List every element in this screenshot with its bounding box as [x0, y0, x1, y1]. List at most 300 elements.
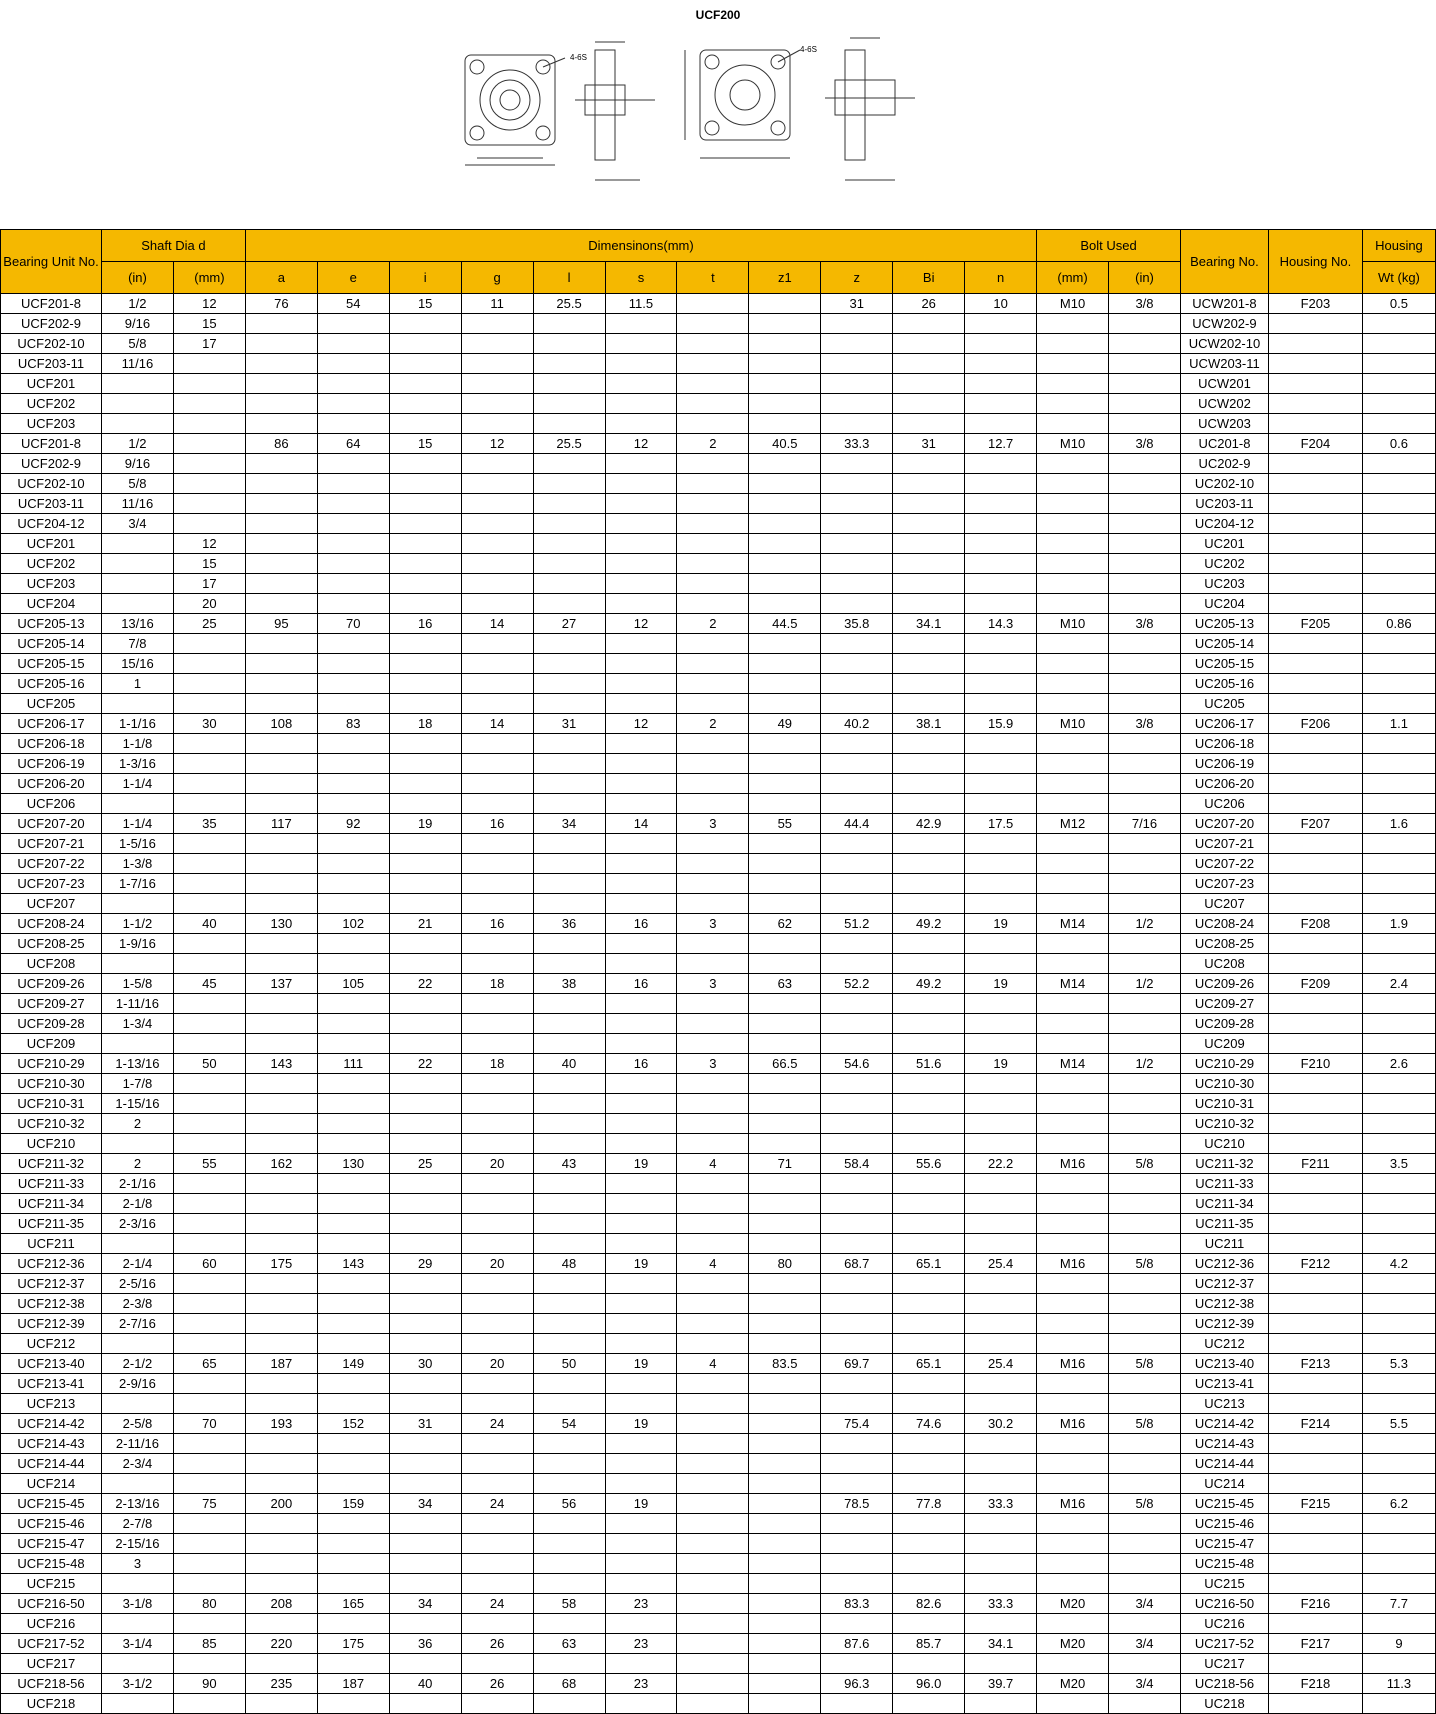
table-cell — [605, 1454, 677, 1474]
table-cell — [605, 1614, 677, 1634]
col-bearing-no: Bearing No. — [1180, 230, 1268, 294]
table-cell — [893, 1234, 965, 1254]
table-cell — [101, 1654, 173, 1674]
table-cell: 23 — [605, 1674, 677, 1694]
table-cell — [1268, 414, 1362, 434]
table-cell — [245, 1194, 317, 1214]
table-cell — [605, 694, 677, 714]
table-cell — [533, 634, 605, 654]
table-cell — [605, 1074, 677, 1094]
table-cell: 13/16 — [101, 614, 173, 634]
table-cell: UC206 — [1180, 794, 1268, 814]
table-cell — [965, 1174, 1037, 1194]
table-cell — [605, 674, 677, 694]
table-cell: UCW202 — [1180, 394, 1268, 414]
table-cell — [1109, 1514, 1181, 1534]
table-cell — [461, 1114, 533, 1134]
table-cell: 44.5 — [749, 614, 821, 634]
table-cell — [1037, 454, 1109, 474]
table-cell — [821, 1374, 893, 1394]
table-cell — [605, 1234, 677, 1254]
table-cell — [677, 1314, 749, 1334]
table-cell — [605, 354, 677, 374]
table-cell: 96.3 — [821, 1674, 893, 1694]
table-row — [1, 1454, 1436, 1474]
table-cell — [317, 474, 389, 494]
table-cell: 54.6 — [821, 1054, 893, 1074]
table-cell — [605, 1314, 677, 1334]
table-cell: UCF215-46 — [1, 1514, 102, 1534]
table-cell — [533, 774, 605, 794]
table-cell: UC215-45 — [1180, 1494, 1268, 1514]
table-cell — [749, 754, 821, 774]
table-cell — [1362, 694, 1435, 714]
table-cell: 1-1/2 — [101, 914, 173, 934]
table-cell: 90 — [173, 1674, 245, 1694]
table-cell: UC203 — [1180, 574, 1268, 594]
table-cell — [1109, 1474, 1181, 1494]
table-cell: 74.6 — [893, 1414, 965, 1434]
table-cell — [173, 774, 245, 794]
table-cell — [1037, 1114, 1109, 1134]
table-cell — [173, 1174, 245, 1194]
table-cell — [677, 1194, 749, 1214]
table-cell — [749, 1314, 821, 1334]
col-bearing-unit-no: Bearing Unit No. — [1, 230, 102, 294]
table-cell — [1109, 1314, 1181, 1334]
table-cell: F205 — [1268, 614, 1362, 634]
table-cell — [749, 934, 821, 954]
table-cell — [245, 1214, 317, 1234]
table-cell — [605, 1394, 677, 1414]
table-cell — [749, 394, 821, 414]
table-cell — [389, 334, 461, 354]
table-cell — [677, 534, 749, 554]
table-cell — [1268, 1614, 1362, 1634]
table-cell — [461, 834, 533, 854]
table-cell — [605, 494, 677, 514]
table-cell — [245, 374, 317, 394]
table-cell: 1.1 — [1362, 714, 1435, 734]
table-row — [1, 934, 1436, 954]
table-cell — [677, 1034, 749, 1054]
table-cell: UC210-32 — [1180, 1114, 1268, 1134]
table-cell: 2-1/16 — [101, 1174, 173, 1194]
table-cell — [1268, 554, 1362, 574]
table-cell: UCF207-23 — [1, 874, 102, 894]
table-cell: UCF202-9 — [1, 314, 102, 334]
table-cell — [101, 1034, 173, 1054]
table-cell: 25.4 — [965, 1354, 1037, 1374]
table-cell — [173, 394, 245, 414]
table-cell: 2-15/16 — [101, 1534, 173, 1554]
table-cell — [677, 1214, 749, 1234]
table-cell — [605, 1114, 677, 1134]
table-cell — [1109, 1274, 1181, 1294]
table-cell — [965, 1474, 1037, 1494]
table-cell: 5/8 — [1109, 1154, 1181, 1174]
table-cell — [173, 934, 245, 954]
table-cell — [893, 1514, 965, 1534]
table-cell — [1037, 1694, 1109, 1714]
table-cell — [821, 494, 893, 514]
table-cell — [317, 514, 389, 534]
table-cell — [1109, 374, 1181, 394]
table-cell — [677, 1614, 749, 1634]
table-cell — [605, 1014, 677, 1034]
table-cell — [245, 1094, 317, 1114]
table-row — [1, 1174, 1436, 1194]
table-cell — [1268, 1214, 1362, 1234]
table-cell — [965, 734, 1037, 754]
table-cell: UC202-10 — [1180, 474, 1268, 494]
table-cell — [1037, 1554, 1109, 1574]
table-cell — [893, 454, 965, 474]
table-cell: 15.9 — [965, 714, 1037, 734]
table-cell: 24 — [461, 1414, 533, 1434]
table-cell — [1109, 874, 1181, 894]
table-cell — [821, 1534, 893, 1554]
table-cell — [1109, 694, 1181, 714]
table-cell — [389, 454, 461, 474]
table-row — [1, 1034, 1436, 1054]
table-cell: 3 — [677, 914, 749, 934]
table-cell: 26 — [461, 1674, 533, 1694]
col-dimensions: Dimensinons(mm) — [245, 230, 1036, 262]
table-cell — [245, 654, 317, 674]
table-cell — [1362, 894, 1435, 914]
table-cell — [1109, 554, 1181, 574]
table-cell — [245, 474, 317, 494]
table-cell: 2-1/8 — [101, 1194, 173, 1214]
table-cell — [245, 1314, 317, 1334]
table-cell — [1268, 394, 1362, 414]
table-cell — [1109, 1374, 1181, 1394]
table-cell — [1037, 574, 1109, 594]
table-row — [1, 1374, 1436, 1394]
table-cell — [173, 494, 245, 514]
table-cell — [1362, 534, 1435, 554]
table-cell — [677, 1334, 749, 1354]
table-cell — [749, 594, 821, 614]
table-cell — [965, 394, 1037, 414]
table-cell: 4 — [677, 1354, 749, 1374]
table-cell — [245, 1434, 317, 1454]
table-cell — [821, 334, 893, 354]
table-cell: 1-1/16 — [101, 714, 173, 734]
table-cell — [317, 1474, 389, 1494]
table-cell — [389, 1174, 461, 1194]
table-cell — [245, 994, 317, 1014]
table-row — [1, 414, 1436, 434]
table-cell: UC201 — [1180, 534, 1268, 554]
table-cell: 18 — [389, 714, 461, 734]
table-cell — [461, 1214, 533, 1234]
table-cell — [389, 634, 461, 654]
table-cell — [1362, 1514, 1435, 1534]
table-cell: 19 — [965, 974, 1037, 994]
table-cell: 83 — [317, 714, 389, 734]
table-cell — [317, 1534, 389, 1554]
table-cell — [893, 514, 965, 534]
table-cell — [533, 1474, 605, 1494]
table-cell — [1109, 994, 1181, 1014]
table-cell — [821, 414, 893, 434]
table-cell: UC211-35 — [1180, 1214, 1268, 1234]
table-cell — [245, 514, 317, 534]
table-cell — [821, 1334, 893, 1354]
table-cell: 5/8 — [101, 474, 173, 494]
table-cell — [893, 1654, 965, 1674]
table-cell — [1037, 1374, 1109, 1394]
table-cell — [461, 474, 533, 494]
table-cell — [749, 1094, 821, 1114]
table-cell: 11/16 — [101, 354, 173, 374]
table-cell — [1037, 1574, 1109, 1594]
table-cell — [749, 1214, 821, 1234]
table-row — [1, 1694, 1436, 1714]
table-cell: 31 — [821, 294, 893, 314]
table-cell — [965, 774, 1037, 794]
table-cell: 65.1 — [893, 1254, 965, 1274]
table-cell: 3/4 — [1109, 1674, 1181, 1694]
table-cell — [821, 1274, 893, 1294]
table-cell — [1037, 514, 1109, 534]
table-cell: UCF210-32 — [1, 1114, 102, 1134]
table-cell: M10 — [1037, 614, 1109, 634]
table-cell — [101, 1334, 173, 1354]
table-cell — [101, 1614, 173, 1634]
table-cell: M20 — [1037, 1674, 1109, 1694]
table-cell — [605, 754, 677, 774]
table-cell — [317, 1074, 389, 1094]
table-cell — [821, 454, 893, 474]
table-cell: 1-3/16 — [101, 754, 173, 774]
table-cell — [245, 494, 317, 514]
table-cell — [1037, 1334, 1109, 1354]
table-cell — [533, 754, 605, 774]
table-cell — [605, 1694, 677, 1714]
table-cell — [533, 1554, 605, 1574]
table-cell: UCF217 — [1, 1654, 102, 1674]
table-cell: 43 — [533, 1154, 605, 1174]
table-cell — [893, 1474, 965, 1494]
table-cell — [605, 934, 677, 954]
table-cell: F203 — [1268, 294, 1362, 314]
table-cell — [1037, 674, 1109, 694]
table-cell — [389, 994, 461, 1014]
table-cell — [389, 1294, 461, 1314]
table-cell — [677, 1694, 749, 1714]
table-cell — [389, 1014, 461, 1034]
table-cell: 9/16 — [101, 314, 173, 334]
table-cell — [749, 334, 821, 354]
table-cell — [245, 334, 317, 354]
table-cell — [245, 414, 317, 434]
table-cell — [101, 534, 173, 554]
table-cell — [821, 1174, 893, 1194]
table-cell — [821, 734, 893, 754]
table-cell — [893, 754, 965, 774]
table-cell — [1037, 1514, 1109, 1534]
table-cell — [821, 874, 893, 894]
table-cell — [461, 1374, 533, 1394]
table-cell: UCF202 — [1, 554, 102, 574]
table-cell: UC211-34 — [1180, 1194, 1268, 1214]
table-cell — [821, 1554, 893, 1574]
table-row — [1, 1674, 1436, 1694]
table-cell: 64 — [317, 434, 389, 454]
table-row — [1, 914, 1436, 934]
table-cell — [245, 1374, 317, 1394]
table-cell: 165 — [317, 1594, 389, 1614]
table-cell: UCF208 — [1, 954, 102, 974]
table-cell: UC207 — [1180, 894, 1268, 914]
table-cell — [605, 1134, 677, 1154]
table-cell — [461, 1654, 533, 1674]
table-cell — [1037, 1454, 1109, 1474]
sub-mm: (mm) — [173, 262, 245, 294]
table-row — [1, 1054, 1436, 1074]
table-cell: 2.6 — [1362, 1054, 1435, 1074]
table-cell — [821, 514, 893, 534]
table-cell: 23 — [605, 1634, 677, 1654]
table-cell: UCF205-13 — [1, 614, 102, 634]
table-cell — [965, 1614, 1037, 1634]
table-row — [1, 554, 1436, 574]
table-cell: 1/2 — [1109, 974, 1181, 994]
table-cell — [893, 1574, 965, 1594]
table-cell — [1037, 1654, 1109, 1674]
table-row — [1, 754, 1436, 774]
table-cell — [245, 1514, 317, 1534]
table-cell — [1109, 654, 1181, 674]
table-cell: UCF210-31 — [1, 1094, 102, 1114]
table-cell: 18 — [461, 974, 533, 994]
table-cell — [101, 594, 173, 614]
table-cell — [821, 554, 893, 574]
table-cell — [605, 874, 677, 894]
table-cell — [677, 514, 749, 534]
table-cell: 2-11/16 — [101, 1434, 173, 1454]
table-cell — [1109, 794, 1181, 814]
table-cell — [605, 1174, 677, 1194]
table-cell — [317, 1694, 389, 1714]
table-cell — [389, 374, 461, 394]
table-cell: UC205 — [1180, 694, 1268, 714]
table-cell: UCF212 — [1, 1334, 102, 1354]
table-cell — [101, 894, 173, 914]
table-cell — [1037, 774, 1109, 794]
table-cell: 29 — [389, 1254, 461, 1274]
table-cell: M14 — [1037, 974, 1109, 994]
table-row — [1, 1114, 1436, 1134]
table-cell: 200 — [245, 1494, 317, 1514]
table-cell — [1037, 734, 1109, 754]
table-row — [1, 1594, 1436, 1614]
table-cell: UC212-37 — [1180, 1274, 1268, 1294]
table-cell — [1362, 874, 1435, 894]
table-cell — [677, 734, 749, 754]
table-cell — [533, 1394, 605, 1414]
table-cell: M12 — [1037, 814, 1109, 834]
side-view-2 — [825, 38, 915, 180]
sub-n: n — [965, 262, 1037, 294]
table-row — [1, 1354, 1436, 1374]
table-cell — [461, 654, 533, 674]
table-cell — [101, 1394, 173, 1414]
table-cell: 80 — [749, 1254, 821, 1274]
table-cell — [461, 1034, 533, 1054]
table-cell — [389, 874, 461, 894]
table-cell: UC206-19 — [1180, 754, 1268, 774]
table-cell — [605, 514, 677, 534]
table-cell: 34 — [389, 1494, 461, 1514]
table-cell — [1362, 1654, 1435, 1674]
table-cell — [461, 694, 533, 714]
table-cell — [461, 1194, 533, 1214]
table-cell — [245, 394, 317, 414]
table-cell — [389, 1234, 461, 1254]
table-cell — [893, 554, 965, 574]
table-cell — [389, 1274, 461, 1294]
table-cell: 5.5 — [1362, 1414, 1435, 1434]
table-cell — [173, 1534, 245, 1554]
table-cell: UC218 — [1180, 1694, 1268, 1714]
table-cell — [893, 1074, 965, 1094]
table-cell — [317, 414, 389, 434]
table-cell — [677, 794, 749, 814]
table-cell: 108 — [245, 714, 317, 734]
table-row — [1, 314, 1436, 334]
table-row — [1, 1554, 1436, 1574]
table-cell — [965, 574, 1037, 594]
table-cell — [1109, 314, 1181, 334]
sub-t: t — [677, 262, 749, 294]
table-cell: 45 — [173, 974, 245, 994]
table-cell — [605, 1034, 677, 1054]
table-cell — [1362, 954, 1435, 974]
table-cell — [1268, 1514, 1362, 1534]
table-cell — [389, 1534, 461, 1554]
table-cell — [1109, 634, 1181, 654]
table-cell — [605, 394, 677, 414]
table-cell: 2-1/2 — [101, 1354, 173, 1374]
table-cell — [893, 1114, 965, 1134]
table-cell — [245, 454, 317, 474]
table-row — [1, 974, 1436, 994]
table-cell — [173, 354, 245, 374]
table-cell: 20 — [173, 594, 245, 614]
table-cell: 68 — [533, 1674, 605, 1694]
table-cell — [173, 514, 245, 534]
table-cell: 159 — [317, 1494, 389, 1514]
table-cell — [821, 854, 893, 874]
table-cell: 2-1/4 — [101, 1254, 173, 1274]
table-cell: 58 — [533, 1594, 605, 1614]
table-cell — [461, 1454, 533, 1474]
table-cell: UCF212-36 — [1, 1254, 102, 1274]
table-cell — [1037, 894, 1109, 914]
table-cell: UCF214 — [1, 1474, 102, 1494]
table-cell: UCF209-27 — [1, 994, 102, 1014]
table-cell: UC201-8 — [1180, 434, 1268, 454]
table-cell: 54 — [317, 294, 389, 314]
table-cell — [461, 454, 533, 474]
table-cell: 3/4 — [101, 514, 173, 534]
table-cell — [965, 1134, 1037, 1154]
table-cell — [965, 1394, 1037, 1414]
